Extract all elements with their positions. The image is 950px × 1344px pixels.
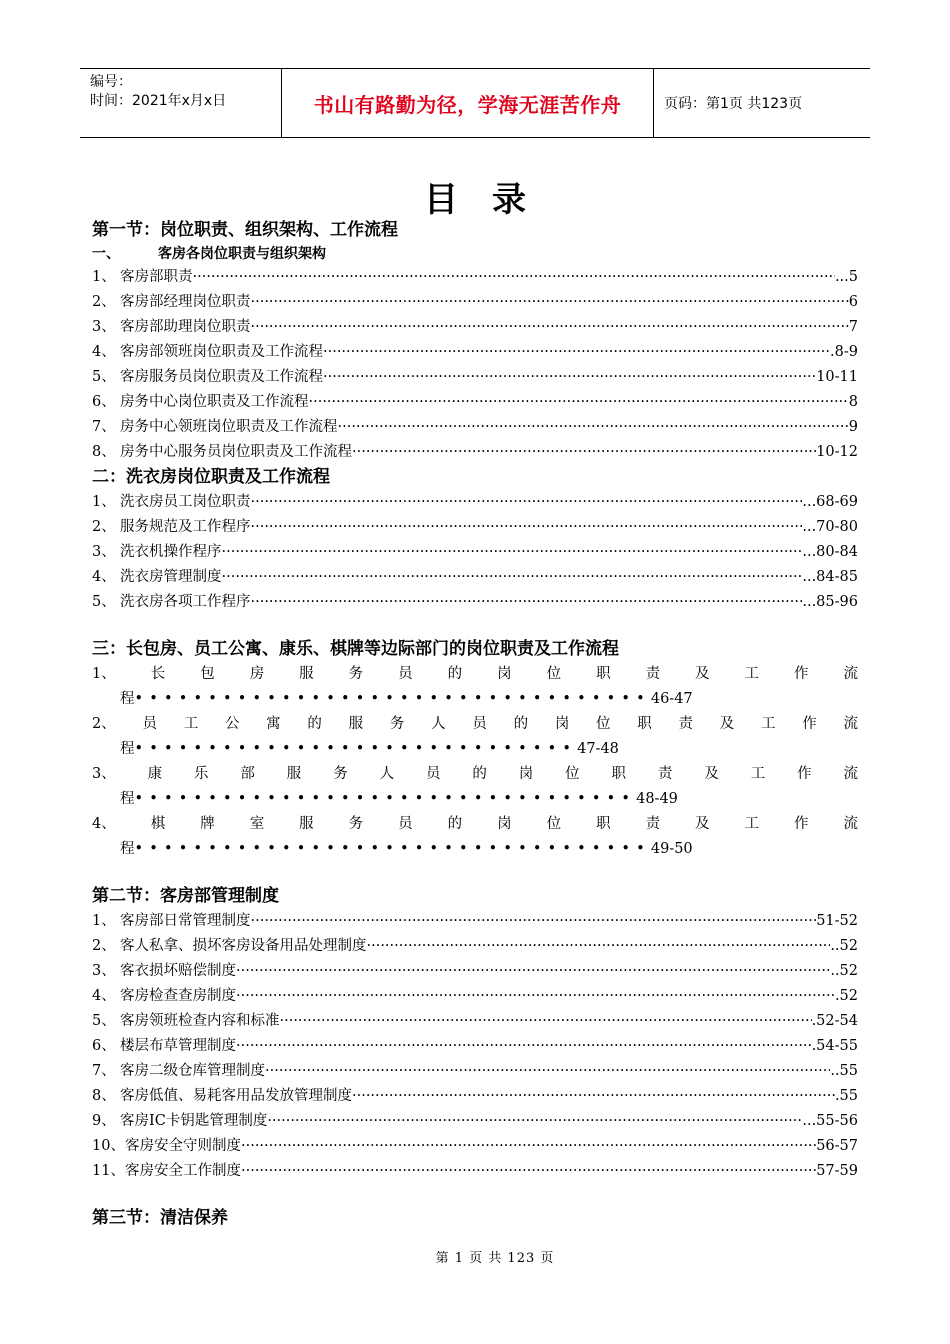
toc-entry-char: 位 bbox=[596, 716, 611, 732]
toc-entry-page: .52-54 bbox=[811, 1013, 858, 1029]
toc-entry-title: 客房服务员岗位职责及工作流程 bbox=[120, 369, 323, 385]
toc-entry-char: 工 bbox=[744, 816, 760, 832]
toc-entry-char: 员 bbox=[472, 716, 487, 732]
toc-entry-title: 洗衣房各项工作程序 bbox=[120, 594, 251, 610]
toc-entry bbox=[92, 909, 858, 934]
toc-entry-char: 岗 bbox=[518, 766, 534, 782]
toc-entry-page: .8-9 bbox=[830, 344, 858, 360]
toc-entry-char: 康 bbox=[147, 766, 163, 782]
toc-entry-char: 作 bbox=[794, 816, 809, 832]
toc-entry-continuation bbox=[92, 737, 858, 762]
toc-entry-number: 4、 bbox=[92, 816, 116, 832]
toc-entry-char: 责 bbox=[678, 716, 694, 732]
section-heading: 三：长包房、员工公寓、康乐、棋牌等边际部门的岗位职责及工作流程 bbox=[92, 639, 619, 659]
toc-leader-dots bbox=[251, 290, 849, 315]
toc-entry-char: 的 bbox=[472, 766, 487, 782]
toc-entry-page: 56-57 bbox=[816, 1138, 858, 1154]
toc-entry-number: 1、 bbox=[92, 269, 116, 285]
toc-entry-number: 6、 bbox=[92, 394, 116, 410]
toc-entry-char: 职 bbox=[637, 716, 652, 732]
toc-leader-dots bbox=[251, 315, 849, 340]
toc-entry-char: 员 bbox=[425, 766, 441, 782]
toc-leader-dots bbox=[367, 934, 831, 959]
toc-entry-page: ...5 bbox=[834, 269, 858, 285]
toc-entry-title: 客房部领班岗位职责及工作流程 bbox=[120, 344, 323, 360]
header-motto: 书山有路勤为径，学海无涯苦作舟 bbox=[282, 69, 654, 137]
toc-list bbox=[92, 662, 858, 862]
toc-entry bbox=[92, 959, 858, 984]
toc-entry-char: 及 bbox=[719, 716, 735, 732]
spacer bbox=[92, 862, 858, 884]
toc-entry bbox=[92, 1159, 858, 1184]
toc-leader-dots bbox=[251, 590, 803, 615]
toc-entry-title: 服务规范及工作程序 bbox=[120, 519, 251, 535]
toc-entry-page: 7 bbox=[848, 319, 858, 335]
toc-entry-title: 客衣损坏赔偿制度 bbox=[120, 963, 236, 979]
toc-entry-char: 务 bbox=[333, 766, 348, 782]
toc-entry-char: 工 bbox=[744, 666, 760, 682]
toc-entry-char: 流 bbox=[843, 766, 858, 782]
toc-entry bbox=[92, 1009, 858, 1034]
toc-entry-number: 4、 bbox=[92, 569, 116, 585]
toc-entry-title: 客房部经理岗位职责 bbox=[120, 294, 251, 310]
toc-entry-char: 职 bbox=[596, 816, 611, 832]
toc-entry-char: 人 bbox=[431, 716, 446, 732]
toc-entry-number: 2、 bbox=[92, 938, 116, 954]
toc-entry-number: 6、 bbox=[92, 1038, 116, 1054]
toc-entry-title: 客房安全守则制度 bbox=[125, 1138, 241, 1154]
toc-entry-char: 责 bbox=[657, 766, 673, 782]
toc-entry-title-line bbox=[92, 712, 858, 737]
toc-entry-number: 9、 bbox=[92, 1113, 116, 1129]
toc-entry-char: 流 bbox=[843, 816, 858, 832]
toc-entry-number: 7、 bbox=[92, 419, 116, 435]
toc-entry bbox=[92, 340, 858, 365]
toc-entry-char: 棋 bbox=[150, 816, 166, 832]
toc-leader-dots bbox=[193, 265, 835, 290]
header-page-info: 页码：第1页 共123页 bbox=[664, 96, 803, 112]
toc-entry-title-line bbox=[92, 812, 858, 837]
toc-entry-char: 人 bbox=[379, 766, 395, 782]
toc-leader-dots bbox=[241, 1134, 816, 1159]
toc-entry bbox=[92, 565, 858, 590]
toc-entry-number: 2、 bbox=[92, 519, 116, 535]
toc-entry-page: .55 bbox=[834, 1088, 858, 1104]
toc-entry-number: 2、 bbox=[92, 294, 116, 310]
toc-leader-dots: ••••••••••••••••••••••••••••••••••• bbox=[134, 841, 651, 857]
toc-entry bbox=[92, 540, 858, 565]
toc-entry-title: 客房二级仓库管理制度 bbox=[120, 1063, 265, 1079]
toc-entry-number: 11、 bbox=[92, 1163, 125, 1179]
toc-entry-number: 3、 bbox=[92, 319, 116, 335]
toc-entry-page: ...55-56 bbox=[802, 1113, 858, 1129]
toc-entry-char: 乐 bbox=[194, 766, 209, 782]
toc-entry-title: 房务中心岗位职责及工作流程 bbox=[120, 394, 309, 410]
toc-entry bbox=[92, 762, 858, 812]
toc-entry-page: ...85-96 bbox=[802, 594, 858, 610]
toc-entry-page: 10-11 bbox=[816, 369, 858, 385]
toc-entry-char: 位 bbox=[546, 666, 562, 682]
toc-entry-char: 务 bbox=[389, 716, 405, 732]
toc-list bbox=[92, 490, 858, 615]
toc-entry-continuation bbox=[92, 837, 858, 862]
toc-entry-number: 3、 bbox=[92, 963, 116, 979]
toc-entry-title: 客房安全工作制度 bbox=[125, 1163, 241, 1179]
toc-entry-page: ...68-69 bbox=[802, 494, 858, 510]
toc-entry-char: 牌 bbox=[200, 816, 215, 832]
document-number-label: 编号： bbox=[90, 74, 132, 90]
page-footer: 第 1 页 共 123 页 bbox=[435, 1251, 555, 1266]
toc-entry-char: 服 bbox=[299, 816, 314, 832]
toc-leader-dots bbox=[309, 390, 849, 415]
toc-entry-char: 及 bbox=[695, 816, 710, 832]
toc-entry bbox=[92, 265, 858, 290]
toc-entry-char: 职 bbox=[596, 666, 611, 682]
toc-entry-page: .52 bbox=[834, 988, 858, 1004]
toc-entry-tail: 程 bbox=[120, 691, 135, 707]
toc-entry-char: 服 bbox=[348, 716, 364, 732]
toc-entry bbox=[92, 1134, 858, 1159]
page-title: 目录 bbox=[424, 180, 560, 220]
toc-leader-dots bbox=[241, 1159, 816, 1184]
toc-entry-number: 7、 bbox=[92, 1063, 116, 1079]
toc-entry-char: 工 bbox=[750, 766, 766, 782]
toc-entry-char: 寓 bbox=[266, 716, 281, 732]
toc-leader-dots bbox=[251, 490, 803, 515]
subsection-label: 客房各岗位职责与组织架构 bbox=[158, 246, 326, 262]
toc-entry-page: 48-49 bbox=[636, 791, 678, 807]
toc-entry-page: 6 bbox=[848, 294, 858, 310]
toc-leader-dots bbox=[323, 340, 830, 365]
toc-entry-char: 作 bbox=[794, 666, 809, 682]
toc-entry-char: 的 bbox=[447, 666, 463, 682]
toc-leader-dots bbox=[338, 415, 849, 440]
toc-entry-char: 的 bbox=[447, 816, 463, 832]
toc-leader-dots: •••••••••••••••••••••••••••••••••• bbox=[134, 791, 637, 807]
toc-entry bbox=[92, 365, 858, 390]
toc-entry-char: 长 bbox=[150, 666, 166, 682]
toc-entry-char: 流 bbox=[843, 666, 858, 682]
toc-leader-dots bbox=[236, 959, 830, 984]
spacer bbox=[92, 615, 858, 637]
toc-leader-dots bbox=[222, 565, 803, 590]
toc-entry-char: 务 bbox=[348, 666, 364, 682]
subsection-number: 一、 bbox=[92, 246, 120, 262]
toc-entry bbox=[92, 515, 858, 540]
toc-entry-char: 岗 bbox=[554, 716, 570, 732]
toc-list bbox=[92, 265, 858, 465]
toc-entry-char: 务 bbox=[348, 816, 364, 832]
toc-entry-title: 洗衣房员工岗位职责 bbox=[120, 494, 251, 510]
toc-entry-title: 客房部职责 bbox=[120, 269, 193, 285]
toc-leader-dots: ••••••••••••••••••••••••••••••••••• bbox=[134, 691, 651, 707]
toc-entry bbox=[92, 984, 858, 1009]
toc-entry-number: 1、 bbox=[92, 913, 116, 929]
toc-entry bbox=[92, 390, 858, 415]
toc-entry-number: 2、 bbox=[92, 716, 116, 732]
toc-entry-page: 49-50 bbox=[650, 841, 693, 857]
header-meta bbox=[80, 69, 282, 137]
spacer bbox=[92, 1184, 858, 1206]
toc-entry-title: 客房检查查房制度 bbox=[120, 988, 236, 1004]
toc-entry-page: ..52 bbox=[830, 938, 858, 954]
toc-entry-char: 包 bbox=[200, 666, 215, 682]
toc-entry-page: 51-52 bbox=[816, 913, 858, 929]
toc-entry-title: 洗衣机操作程序 bbox=[120, 544, 222, 560]
toc-entry-char: 作 bbox=[797, 766, 812, 782]
section-heading: 第二节：客房部管理制度 bbox=[92, 886, 279, 906]
toc-leader-dots bbox=[222, 540, 803, 565]
toc-entry bbox=[92, 1109, 858, 1134]
toc-leader-dots bbox=[323, 365, 816, 390]
toc-entry bbox=[92, 1059, 858, 1084]
toc-entry-char: 员 bbox=[398, 666, 413, 682]
toc-list bbox=[92, 909, 858, 1184]
toc-entry-tail: 程 bbox=[120, 841, 135, 857]
toc-entry-number: 3、 bbox=[92, 766, 116, 782]
toc-entry-page: ...80-84 bbox=[802, 544, 858, 560]
toc-entry bbox=[92, 590, 858, 615]
table-of-contents bbox=[92, 218, 858, 1231]
toc-entry-char: 室 bbox=[249, 816, 265, 832]
toc-leader-dots bbox=[265, 1059, 830, 1084]
toc-entry-title: 房务中心服务员岗位职责及工作流程 bbox=[120, 444, 352, 460]
toc-entry-tail: 程 bbox=[120, 791, 135, 807]
toc-entry bbox=[92, 1084, 858, 1109]
toc-entry-page: 57-59 bbox=[816, 1163, 858, 1179]
section-heading: 二：洗衣房岗位职责及工作流程 bbox=[92, 467, 330, 487]
toc-entry-title: 楼层布草管理制度 bbox=[120, 1038, 236, 1054]
toc-entry-number: 5、 bbox=[92, 1013, 116, 1029]
toc-entry-char: 公 bbox=[224, 716, 240, 732]
toc-leader-dots bbox=[352, 440, 816, 465]
toc-entry-char: 责 bbox=[645, 816, 661, 832]
toc-entry-char: 及 bbox=[695, 666, 710, 682]
toc-entry bbox=[92, 812, 858, 862]
toc-entry-title-line bbox=[92, 762, 858, 787]
toc-entry-char: 房 bbox=[249, 666, 265, 682]
toc-entry-number: 8、 bbox=[92, 1088, 116, 1104]
toc-entry-page: ..55 bbox=[830, 1063, 858, 1079]
toc-entry bbox=[92, 662, 858, 712]
toc-entry-page: ..52 bbox=[830, 963, 858, 979]
toc-entry-title-line bbox=[92, 662, 858, 687]
toc-leader-dots bbox=[251, 515, 803, 540]
toc-entry-char: 服 bbox=[299, 666, 314, 682]
toc-entry-char: 员 bbox=[398, 816, 413, 832]
toc-entry-page: ...84-85 bbox=[802, 569, 858, 585]
toc-leader-dots bbox=[251, 909, 817, 934]
page-header bbox=[80, 68, 870, 138]
toc-entry-char: 服 bbox=[286, 766, 302, 782]
section-heading: 第一节：岗位职责、组织架构、工作流程 bbox=[92, 220, 398, 240]
toc-entry-title: 客房IC卡钥匙管理制度 bbox=[120, 1113, 268, 1129]
subsection-heading bbox=[92, 243, 858, 265]
toc-entry-char: 作 bbox=[802, 716, 817, 732]
toc-entry-char: 工 bbox=[183, 716, 199, 732]
toc-entry-page: 9 bbox=[848, 419, 858, 435]
toc-entry-char: 位 bbox=[546, 816, 562, 832]
toc-entry-page: .54-55 bbox=[811, 1038, 858, 1054]
toc-entry-char: 员 bbox=[142, 716, 157, 732]
toc-leader-dots: •••••••••••••••••••••••••••••• bbox=[134, 741, 578, 757]
toc-entry bbox=[92, 415, 858, 440]
toc-leader-dots bbox=[236, 1034, 812, 1059]
toc-entry-number: 1、 bbox=[92, 494, 116, 510]
toc-entry-continuation bbox=[92, 787, 858, 812]
toc-entry-char: 位 bbox=[565, 766, 580, 782]
toc-entry-title: 客房低值、易耗客用品发放管理制度 bbox=[120, 1088, 352, 1104]
toc-entry-number: 1、 bbox=[92, 666, 116, 682]
toc-entry-number: 5、 bbox=[92, 369, 116, 385]
toc-entry-number: 5、 bbox=[92, 594, 116, 610]
toc-entry-char: 的 bbox=[307, 716, 322, 732]
toc-entry-title: 客房领班检查内容和标准 bbox=[120, 1013, 280, 1029]
toc-leader-dots bbox=[236, 984, 835, 1009]
toc-entry-char: 流 bbox=[843, 716, 858, 732]
toc-leader-dots bbox=[267, 1109, 802, 1134]
toc-leader-dots bbox=[280, 1009, 812, 1034]
toc-entry-number: 10、 bbox=[92, 1138, 125, 1154]
toc-entry-char: 及 bbox=[704, 766, 719, 782]
toc-entry-page: 47-48 bbox=[577, 741, 619, 757]
toc-entry-char: 责 bbox=[645, 666, 661, 682]
document-date: 时间：2021年x月x日 bbox=[90, 93, 227, 109]
toc-entry-char: 岗 bbox=[497, 816, 512, 832]
toc-entry-title: 洗衣房管理制度 bbox=[120, 569, 222, 585]
section-heading: 第三节：清洁保养 bbox=[92, 1208, 228, 1228]
toc-entry bbox=[92, 1034, 858, 1059]
toc-entry-tail: 程 bbox=[120, 741, 135, 757]
toc-entry-char: 岗 bbox=[497, 666, 512, 682]
toc-entry-page: 8 bbox=[848, 394, 858, 410]
toc-entry-char: 工 bbox=[760, 716, 776, 732]
toc-entry-char: 部 bbox=[240, 766, 255, 782]
toc-entry-continuation bbox=[92, 687, 858, 712]
toc-entry-title: 客人私拿、损坏客房设备用品处理制度 bbox=[120, 938, 367, 954]
toc-entry-char: 的 bbox=[513, 716, 529, 732]
toc-entry-title: 房务中心领班岗位职责及工作流程 bbox=[120, 419, 338, 435]
toc-entry-title: 客房部助理岗位职责 bbox=[120, 319, 251, 335]
toc-entry bbox=[92, 934, 858, 959]
toc-entry-char: 职 bbox=[611, 766, 627, 782]
toc-entry bbox=[92, 440, 858, 465]
toc-entry bbox=[92, 290, 858, 315]
toc-entry-page: 46-47 bbox=[650, 691, 693, 707]
toc-entry-number: 8、 bbox=[92, 444, 116, 460]
toc-leader-dots bbox=[352, 1084, 835, 1109]
toc-entry-number: 3、 bbox=[92, 544, 116, 560]
toc-entry bbox=[92, 315, 858, 340]
toc-entry-number: 4、 bbox=[92, 988, 116, 1004]
toc-entry-page: ...70-80 bbox=[802, 519, 858, 535]
toc-entry bbox=[92, 712, 858, 762]
toc-entry-page: 10-12 bbox=[816, 444, 858, 460]
toc-entry-title: 客房部日常管理制度 bbox=[120, 913, 251, 929]
toc-entry bbox=[92, 490, 858, 515]
toc-entry-number: 4、 bbox=[92, 344, 116, 360]
